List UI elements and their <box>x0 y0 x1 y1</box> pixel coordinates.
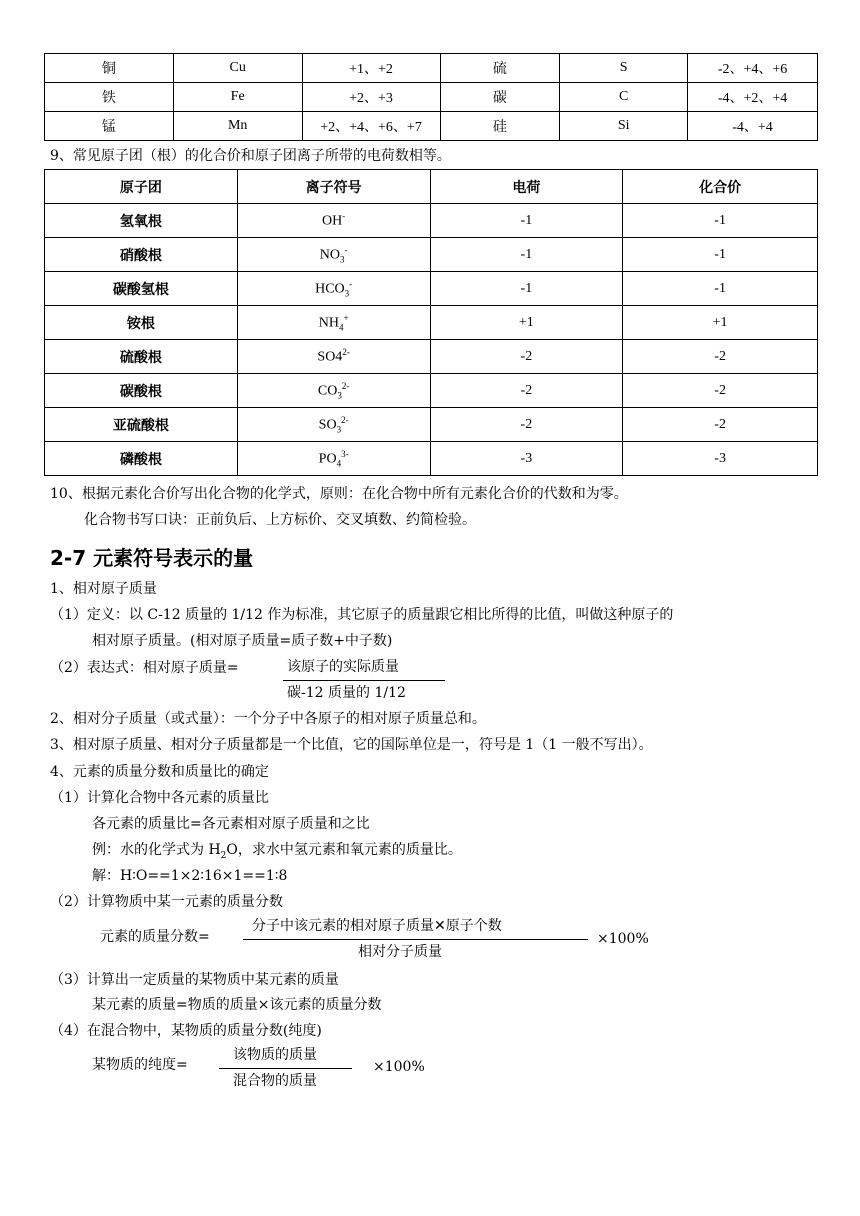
fraction-denominator: 碳-12 质量的 1/12 <box>287 685 406 701</box>
group-name: 磷酸根 <box>45 442 238 476</box>
para-4-4: （4）在混合物中，某物质的质量分数(纯度) <box>50 1023 322 1039</box>
group-name: 氢氧根 <box>45 204 238 238</box>
column-header: 化合价 <box>623 170 818 204</box>
item-10-text: 10、根据元素化合价写出化合物的化学式，原则：在化合物中所有元素化合价的代数和为零。 <box>50 486 628 502</box>
formula-label: 元素的质量分数= <box>100 929 210 945</box>
table-row <box>45 54 818 83</box>
ion-symbol: $HCO_3^-$ <box>237 272 430 306</box>
para-4-1c: 解：H∶O==1×2∶16×1==1∶8 <box>92 868 288 884</box>
table-row <box>45 83 818 112</box>
ion-charge: -2 <box>430 408 623 442</box>
section-title: 2-7 元素符号表示的量 <box>50 546 254 570</box>
element-symbol: C <box>560 83 688 112</box>
table-row <box>45 374 818 408</box>
element-name: 铁 <box>45 83 174 112</box>
group-name: 亚硫酸根 <box>45 408 238 442</box>
table-row <box>45 340 818 374</box>
ion-symbol: $CO_3^{2-}$ <box>237 374 430 408</box>
table-row <box>45 306 818 340</box>
fraction-bar <box>243 939 588 940</box>
fraction-numerator: 该原子的实际质量 <box>287 659 399 675</box>
element-valence: +2、+4、+6、+7 <box>302 112 440 141</box>
group-valence: -3 <box>623 442 818 476</box>
para-1: 1、相对原子质量 <box>50 581 157 597</box>
table-row <box>45 408 818 442</box>
element-valence-table <box>44 53 818 141</box>
table-row <box>45 272 818 306</box>
element-valence: +1、+2 <box>302 54 440 83</box>
fraction-numerator: 分子中该元素的相对原子质量✕原子个数 <box>252 918 502 934</box>
element-symbol: S <box>560 54 688 83</box>
atomic-group-table <box>44 169 818 476</box>
element-name: 硅 <box>440 112 560 141</box>
element-name: 硫 <box>440 54 560 83</box>
group-name: 硫酸根 <box>45 340 238 374</box>
ion-charge: -1 <box>430 272 623 306</box>
ion-charge: -2 <box>430 340 623 374</box>
para-4-3: （3）计算出一定质量的某物质中某元素的质量 <box>50 972 339 988</box>
fraction-denominator: 相对分子质量 <box>358 944 442 960</box>
table-row <box>45 204 818 238</box>
element-name: 铜 <box>45 54 174 83</box>
element-valence: -4、+2、+4 <box>688 83 818 112</box>
para-4-1b: 例：水的化学式为 $H_2O$，求水中氢元素和氧元素的质量比。 <box>92 842 462 861</box>
ion-charge: -1 <box>430 238 623 272</box>
item-9-text: 9、常见原子团（根）的化合价和原子团离子所带的电荷数相等。 <box>50 148 451 164</box>
group-name: 硝酸根 <box>45 238 238 272</box>
element-name: 锰 <box>45 112 174 141</box>
group-valence: -2 <box>623 408 818 442</box>
percent-multiplier: ×100% <box>373 1059 425 1075</box>
ion-charge: -2 <box>430 374 623 408</box>
para-4-1a: 各元素的质量比=各元素相对原子质量和之比 <box>92 816 370 832</box>
group-name: 铵根 <box>45 306 238 340</box>
fraction-bar <box>283 680 445 681</box>
item-10-rhyme: 化合物书写口诀：正前负后、上方标价、交叉填数、约简检验。 <box>84 512 476 528</box>
ion-charge: -3 <box>430 442 623 476</box>
ion-symbol: $SO_3^{2-}$ <box>237 408 430 442</box>
para-1-2-label: （2）表达式：相对原子质量= <box>50 660 239 676</box>
para-4: 4、元素的质量分数和质量比的确定 <box>50 764 269 780</box>
column-header: 原子团 <box>45 170 238 204</box>
element-symbol: Si <box>560 112 688 141</box>
fraction-numerator: 该物质的质量 <box>233 1047 317 1063</box>
group-valence: -2 <box>623 340 818 374</box>
para-2: 2、相对分子质量（或式量）：一个分子中各原子的相对原子质量总和。 <box>50 711 486 727</box>
column-header: 离子符号 <box>237 170 430 204</box>
table-row <box>45 112 818 141</box>
para-4-1: （1）计算化合物中各元素的质量比 <box>50 790 269 806</box>
ion-symbol: $NO_3^-$ <box>237 238 430 272</box>
group-valence: -1 <box>623 272 818 306</box>
element-valence: -2、+4、+6 <box>688 54 818 83</box>
element-valence: -4、+4 <box>688 112 818 141</box>
para-4-2: （2）计算物质中某一元素的质量分数 <box>50 894 283 910</box>
table-header-row <box>45 170 818 204</box>
element-symbol: Cu <box>173 54 302 83</box>
element-symbol: Mn <box>173 112 302 141</box>
group-valence: +1 <box>623 306 818 340</box>
ion-symbol: $NH_4^+$ <box>237 306 430 340</box>
formula-label: 某物质的纯度= <box>92 1057 188 1073</box>
table-row <box>45 442 818 476</box>
ion-charge: -1 <box>430 204 623 238</box>
ion-symbol: OH- <box>237 204 430 238</box>
group-valence: -2 <box>623 374 818 408</box>
element-name: 碳 <box>440 83 560 112</box>
element-valence: +2、+3 <box>302 83 440 112</box>
element-symbol: Fe <box>173 83 302 112</box>
para-1-1b: 相对原子质量。(相对原子质量=质子数+中子数) <box>92 633 393 649</box>
ion-symbol: $PO_4^{3-}$ <box>237 442 430 476</box>
group-name: 碳酸氢根 <box>45 272 238 306</box>
column-header: 电荷 <box>430 170 623 204</box>
percent-multiplier: ×100% <box>597 931 649 947</box>
group-name: 碳酸根 <box>45 374 238 408</box>
group-valence: -1 <box>623 238 818 272</box>
table-row <box>45 238 818 272</box>
group-valence: -1 <box>623 204 818 238</box>
ion-symbol: $SO4^{2-}$ <box>237 340 430 374</box>
para-3: 3、相对原子质量、相对分子质量都是一个比值，它的国际单位是一，符号是 1（1 一般不写出）。 <box>50 737 653 753</box>
para-1-1a: （1）定义：以 C-12 质量的 1/12 作为标准，其它原子的质量跟它相比所得的比值，叫做这种原子的 <box>50 607 674 623</box>
ion-charge: +1 <box>430 306 623 340</box>
fraction-denominator: 混合物的质量 <box>233 1073 317 1089</box>
para-4-3a: 某元素的质量=物质的质量×该元素的质量分数 <box>92 997 382 1013</box>
fraction-bar <box>219 1068 352 1069</box>
